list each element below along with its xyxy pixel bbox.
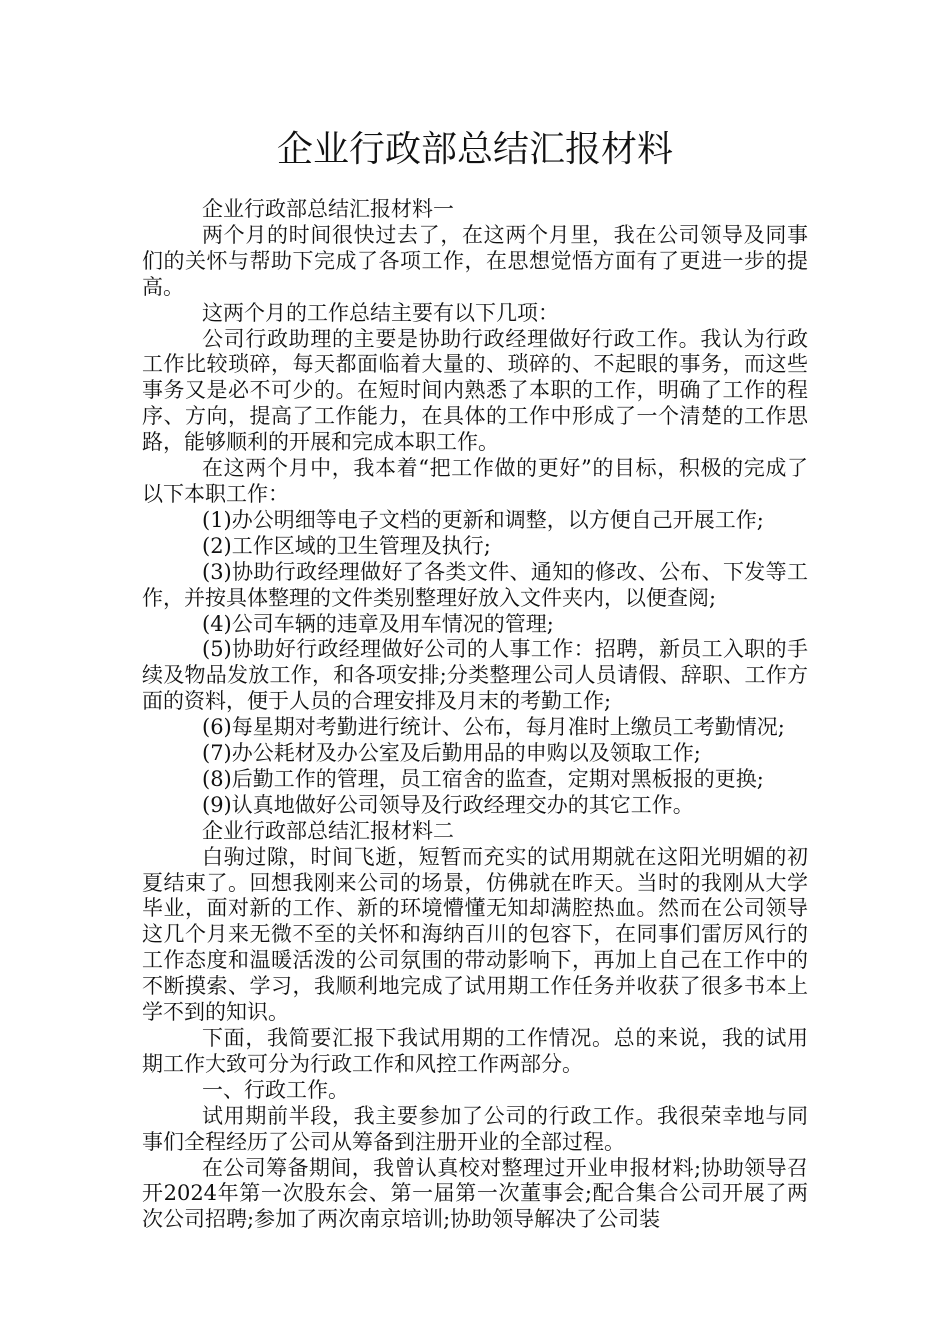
paragraph: 公司行政助理的主要是协助行政经理做好行政工作。我认为行政工作比较琐碎，每天都面临着大量的、琐碎的、不起眼的事务，而这些事务又是必不可少的。在短时间内熟悉了本职的工作，明确了工作的程序、方向，提高了工作能力，在具体的工作中形成了一个清楚的工作思路，能够顺利的开展和完成本职工作。 (142, 326, 808, 455)
list-item: (7)办公耗材及办公室及后勤用品的申购以及领取工作; (202, 741, 701, 766)
subsection-heading: 一、行政工作。 (202, 1077, 349, 1102)
list-item: (9)认真地做好公司领导及行政经理交办的其它工作。 (202, 792, 694, 817)
paragraph: 这两个月的工作总结主要有以下几项： (202, 300, 559, 325)
list-item: (4)公司车辆的违章及用车情况的管理; (202, 611, 554, 636)
paragraph: 在这两个月中，我本着“把工作做的更好”的目标，积极的完成了以下本职工作： (142, 456, 808, 506)
list-item: (6)每星期对考勤进行统计、公布，每月准时上缴员工考勤情况; (202, 715, 785, 740)
section-heading: 企业行政部总结汇报材料二 (202, 818, 454, 843)
document-title: 企业行政部总结汇报材料 (276, 129, 673, 170)
list-item: (3)协助行政经理做好了各类文件、通知的修改、公布、下发等工作，并按具体整理的文件类别整理好放入文件夹内，以便查阅; (142, 559, 808, 610)
paragraph: 两个月的时间很快过去了，在这两个月里，我在公司领导及同事们的关怀与帮助下完成了各项工作，在思想觉悟方面有了更进一步的提高。 (142, 222, 808, 299)
paragraph: 下面，我简要汇报下我试用期的工作情况。总的来说，我的试用期工作大致可分为行政工作和风控工作两部分。 (142, 1026, 808, 1076)
paragraph: 试用期前半段，我主要参加了公司的行政工作。我很荣幸地与同事们全程经历了公司从筹备到注册开业的全部过程。 (142, 1103, 808, 1154)
paragraph: 白驹过隙，时间飞逝，短暂而充实的试用期就在这阳光明媚的初夏结束了。回想我刚来公司的场景，仿佛就在昨天。当时的我刚从大学毕业，面对新的工作、新的环境懵懂无知却满腔热血。然而在公司领导这几个月来无微不至的关怀和海纳百川的包容下，在同事们雷厉风行的工作态度和温暖活泼的公司氛围的带动影响下，再加上自己在工作中的不断摸索、学习，我顺利地完成了试用期工作任务并收获了很多书本上学不到的知识。 (142, 844, 808, 1025)
section-heading: 企业行政部总结汇报材料一 (202, 197, 454, 221)
document-body (142, 197, 808, 1233)
paragraph: 在公司筹备期间，我曾认真校对整理过开业申报材料;协助领导召开2024年第一次股东会、第一届第一次董事会;配合集合公司开展了两次公司招聘;参加了两次南京培训;协助领导解决了公司装 (142, 1155, 808, 1232)
list-item: (2)工作区域的卫生管理及执行; (202, 533, 491, 558)
list-item: (8)后勤工作的管理，员工宿舍的监查，定期对黑板报的更换; (202, 766, 764, 791)
list-item: (1)办公明细等电子文档的更新和调整，以方便自己开展工作; (202, 507, 764, 532)
list-item: (5)协助好行政经理做好公司的人事工作：招聘，新员工入职的手续及物品发放工作，和各项安排;分类整理公司人员请假、辞职、工作方面的资料，便于人员的合理安排及月末的考勤工作; (142, 637, 808, 714)
